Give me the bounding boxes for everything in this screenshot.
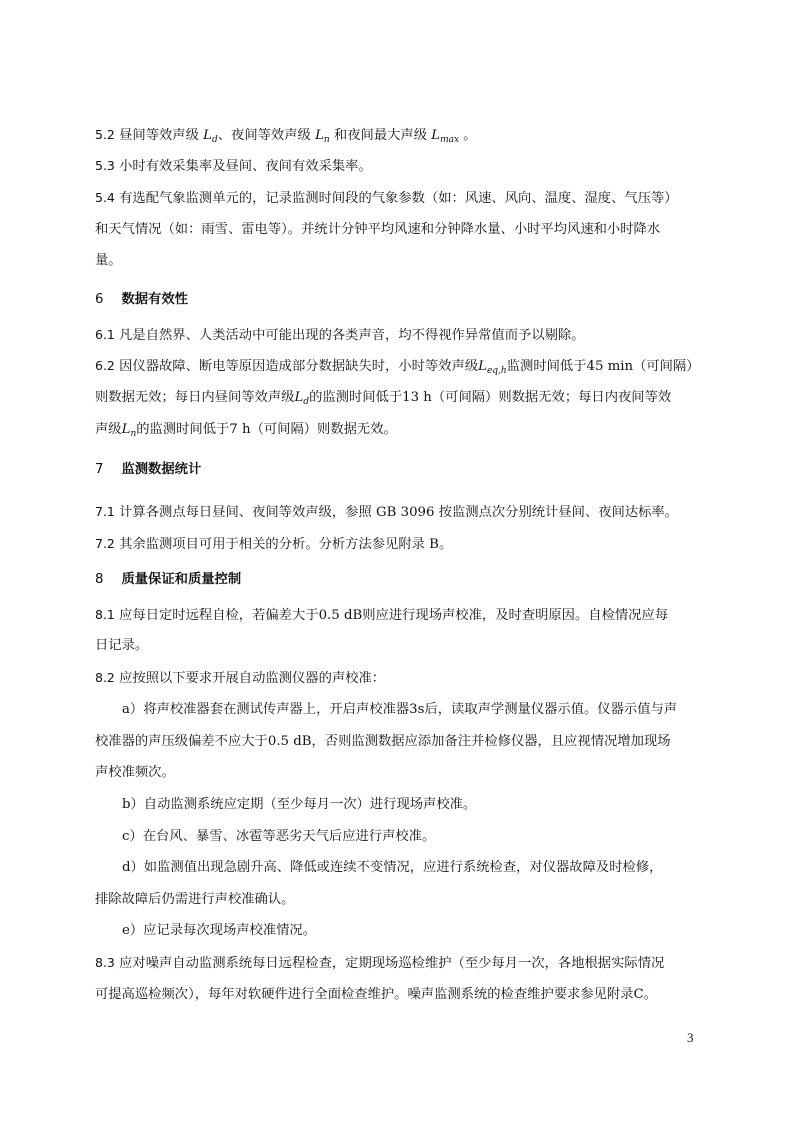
item-a-cont-2: 声校准频次。 <box>95 765 175 780</box>
item-e: e）应记录每次现场声校准情况。 <box>122 923 317 938</box>
item-b: b）自动监测系统应定期（至少每月一次）进行现场声校准。 <box>122 797 477 812</box>
clause-8-3-cont: 可提高巡检频次），每年对软硬件进行全面检查维护。噪声监测系统的检查维护要求参见附录C。 <box>95 987 657 1002</box>
clause-8-3: 8.3 应对噪声自动监测系统每日远程检查，定期现场巡检维护（至少每月一次，各地根据实际情况 <box>95 955 665 971</box>
clause-5-4-cont-1: 和天气情况（如：雨雪、雷电等）。并统计分钟平均风速和分钟降水量、小时平均风速和小时降水 <box>95 222 661 237</box>
clause-6-1: 6.1 凡是自然界、人类活动中可能出现的各类声音，均不得视作异常值而予以剔除。 <box>95 327 585 343</box>
item-d: d）如监测值出现急剧升高、降低或连续不变情况，应进行系统检查，对仪器故障及时检修， <box>122 860 663 875</box>
clause-6-2-cont-1: 则数据无效；每日内昼间等效声级$L_d$的监测时间低于13 h（可间隔）则数据无效；每日内夜间等效 <box>95 390 672 407</box>
section-7-heading: 7 监测数据统计 <box>95 462 202 477</box>
clause-6-2-cont-2: 声级$L_n$的监测时间低于7 h（可间隔）则数据无效。 <box>95 422 397 439</box>
clause-7-1: 7.1 计算各测点每日昼间、夜间等效声级，参照 GB 3096 按监测点次分别统计昼间、夜间达标率。 <box>95 504 679 520</box>
item-a: a）将声校准器套在测试传声器上，开启声校准器3s后，读取声学测量仪器示值。仪器示值与声 <box>122 702 678 717</box>
item-d-cont: 排除故障后仍需进行声校准确认。 <box>95 892 295 907</box>
clause-5-4-cont-2: 量。 <box>95 253 122 268</box>
section-6-heading: 6 数据有效性 <box>95 292 188 307</box>
clause-8-1: 8.1 应每日定时远程自检，若偏差大于0.5 dB则应进行现场声校准，及时查明原因。自检情况应每 <box>95 607 669 623</box>
section-8-heading: 8 质量保证和质量控制 <box>95 572 242 587</box>
clause-5-2: 5.2 昼间等效声级 $L_d$、夜间等效声级 $L_n$ 和夜间最大声级 $L_{max}$ 。 <box>95 127 477 145</box>
item-a-cont-1: 校准器的声压级偏差不应大于0.5 dB，否则监测数据应添加备注并检修仪器，且应视情况增加现场 <box>95 734 671 749</box>
item-c: c）在台风、暴雪、冰雹等恶劣天气后应进行声校准。 <box>122 829 436 844</box>
clause-5-3: 5.3 小时有效采集率及昼间、夜间有效采集率。 <box>95 158 372 174</box>
clause-8-1-cont: 日记录。 <box>95 638 149 653</box>
page-number: 3 <box>687 1030 694 1045</box>
clause-7-2: 7.2 其余监测项目可用于相关的分析。分析方法参见附录 B。 <box>95 536 453 552</box>
clause-5-4: 5.4 有选配气象监测单元的，记录监测时间段的气象参数（如：风速、风向、温度、湿度、气压等） <box>95 190 678 206</box>
clause-8-2: 8.2 应按照以下要求开展自动监测仪器的声校准： <box>95 670 386 686</box>
clause-6-2: 6.2 因仪器故障、断电等原因造成部分数据缺失时，小时等效声级$L_{eq,h}$监测时间低于45 min（可间隔） <box>95 358 700 376</box>
